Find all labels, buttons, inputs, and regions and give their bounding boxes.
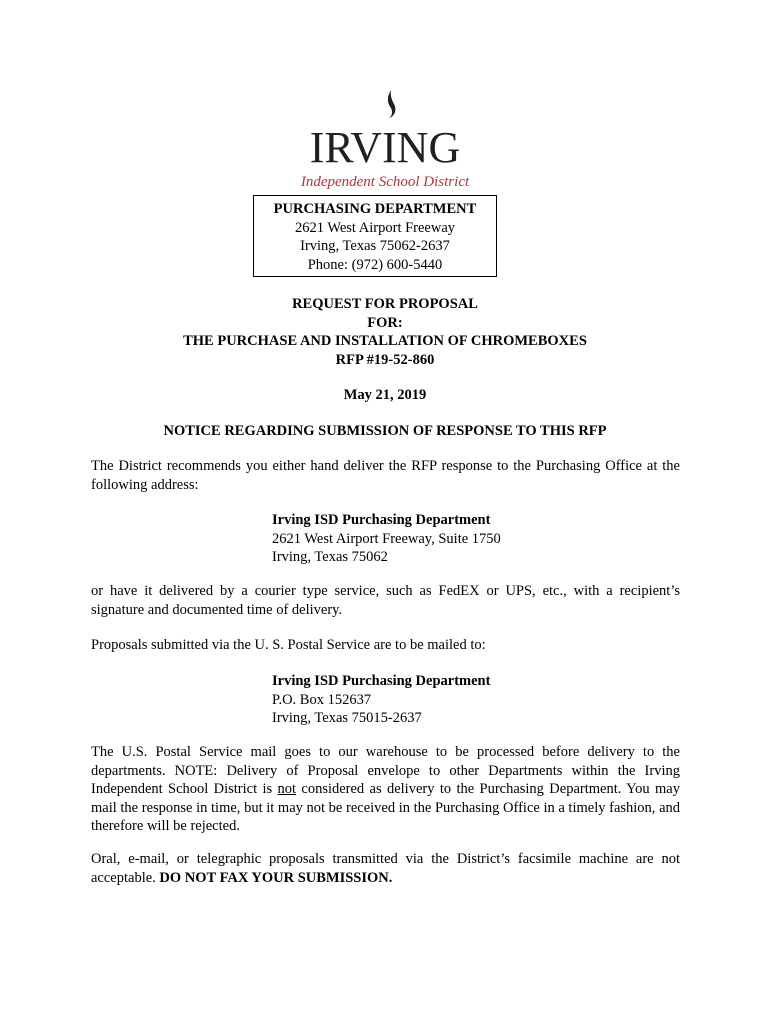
address1-street: 2621 West Airport Freeway, Suite 1750 bbox=[272, 530, 501, 547]
para4-underlined-not: not bbox=[277, 781, 297, 797]
no-fax-warning: DO NOT FAX YOUR SUBMISSION. bbox=[159, 869, 393, 886]
paragraph-postal-warning bbox=[91, 743, 680, 836]
paragraph-courier: or have it delivered by a courier type service, such as FedEX or UPS, etc., with a recipient’s signature and documented time of delivery. bbox=[91, 583, 680, 618]
address-hand-delivery bbox=[272, 511, 501, 567]
rfp-title-line2: FOR: bbox=[367, 314, 403, 331]
logo-wordmark: IRVING bbox=[309, 123, 461, 172]
notice-heading: NOTICE REGARDING SUBMISSION OF RESPONSE TO THIS RFP bbox=[163, 423, 607, 439]
rfp-title bbox=[0, 295, 770, 369]
dept-phone: Phone: (972) 600-5440 bbox=[307, 256, 443, 273]
dept-name: PURCHASING DEPARTMENT bbox=[273, 201, 477, 217]
irving-isd-logo bbox=[300, 88, 470, 192]
address-postal bbox=[272, 672, 490, 728]
rfp-title-line1: REQUEST FOR PROPOSAL bbox=[292, 296, 478, 312]
address1-name: Irving ISD Purchasing Department bbox=[272, 512, 491, 528]
rfp-title-line3: THE PURCHASE AND INSTALLATION OF CHROMEBOXES bbox=[183, 333, 587, 349]
paragraph-hand-deliver: The District recommends you either hand deliver the RFP response to the Purchasing Office at the following address: bbox=[91, 458, 680, 493]
address2-street: P.O. Box 152637 bbox=[272, 691, 372, 708]
rfp-date: May 21, 2019 bbox=[343, 387, 427, 403]
dept-street: 2621 West Airport Freeway bbox=[294, 219, 456, 236]
dept-city: Irving, Texas 75062-2637 bbox=[300, 238, 450, 254]
paragraph-no-fax bbox=[91, 850, 680, 887]
address1-city: Irving, Texas 75062 bbox=[272, 549, 388, 565]
logo-tagline: Independent School District bbox=[300, 174, 470, 190]
purchasing-department-box bbox=[253, 195, 497, 277]
rfp-number: RFP #19-52-860 bbox=[335, 351, 435, 368]
para5-text: Oral, e-mail, or telegraphic proposals transmitted via the District’s facsimile machine are not acceptable. bbox=[91, 851, 680, 886]
para4-part2: considered as delivery to the Purchasing Department. You may mail the response in time, but it may not be received in the Purchasing Office in a timely fashion, and therefore will be rejected. bbox=[91, 781, 680, 834]
flame-icon bbox=[300, 88, 470, 192]
address2-name: Irving ISD Purchasing Department bbox=[272, 673, 491, 689]
paragraph-postal: Proposals submitted via the U. S. Postal Service are to be mailed to: bbox=[91, 637, 486, 653]
para4-part1: The U.S. Postal Service mail goes to our warehouse to be processed before delivery to the departments. NOTE: Delivery of Proposal envelope to other Departments within the Irving Independent School District is bbox=[91, 744, 680, 797]
address2-city: Irving, Texas 75015-2637 bbox=[272, 710, 422, 726]
